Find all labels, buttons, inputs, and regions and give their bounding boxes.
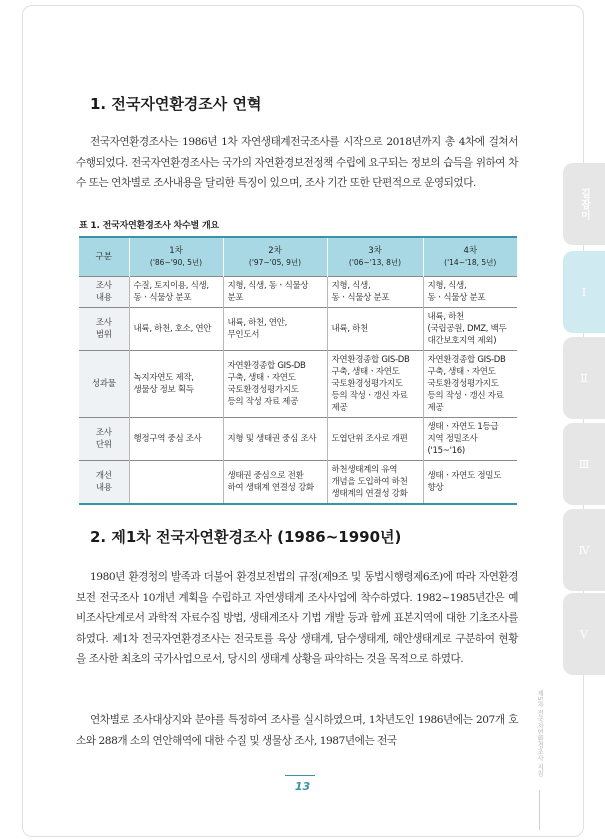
chapter-tab-label: Ⅲ xyxy=(578,457,590,471)
side-caption: 제5차 전국자연환경조사 지침 xyxy=(536,690,544,777)
chapter-tab-5[interactable] xyxy=(563,593,605,675)
table-caption: 표 1. 전국자연환경조사 차수별 개요 xyxy=(79,221,219,231)
chapter-tab-label: 길잡이 xyxy=(578,187,590,221)
chapter-tab-label: Ⅰ xyxy=(581,285,587,299)
row-label: 성과물 xyxy=(79,351,129,418)
table-cell: 지형 및 생태권 중심 조사 xyxy=(223,418,327,461)
table-cell: 자연환경종합 GIS-DB 구축, 생태ㆍ자연도 국토환경성평가지도 등의 작성 자료 제공 xyxy=(223,351,327,418)
chapter-tab-guide[interactable] xyxy=(563,163,605,245)
chapter-tab-3[interactable] xyxy=(563,423,605,505)
chapter-tab-2[interactable] xyxy=(563,337,605,419)
table-cell: 행정구역 중심 조사 xyxy=(129,418,223,461)
table-cell: 수질, 토지이용, 식생, 동ㆍ식물상 분포 xyxy=(129,277,223,308)
survey-overview-table xyxy=(79,236,517,505)
first-survey-paragraph-2: 연차별로 조사대상지와 분야를 특정하여 조사를 실시하였으며, 1차년도인 1986년에는 207개 호소와 288개 소의 연안해역에 대한 수질 및 생물상 조사, 1987년에는 전국 xyxy=(76,714,518,747)
table-cell: 자연환경종합 GIS-DB 구축, 생태ㆍ자연도 국토환경성평가지도 등의 작성ㆍ갱신 자료 제공 xyxy=(423,351,517,418)
row-label: 개선 내용 xyxy=(79,461,129,505)
header-col-4: 4차 ('14~'18, 5년) xyxy=(423,237,517,277)
table-cell: 생태권 중심으로 전환 하여 생태계 연결성 강화 xyxy=(223,461,327,505)
chapter-tab-label: Ⅱ xyxy=(580,371,588,385)
page-number: 13 xyxy=(294,780,311,793)
table-cell: 녹지자연도 제작, 생물상 정보 획득 xyxy=(129,351,223,418)
row-label: 조사 단위 xyxy=(79,418,129,461)
table-cell: 생태ㆍ자연도 1등급 지역 정밀조사('15~'16) xyxy=(423,418,517,461)
header-label: 구분 xyxy=(79,237,129,277)
table-row xyxy=(79,308,517,351)
table-row xyxy=(79,461,517,505)
row-label: 조사 내용 xyxy=(79,277,129,308)
table-cell: 도엽단위 조사로 개편 xyxy=(327,418,423,461)
chapter-tab-label: Ⅳ xyxy=(578,543,590,557)
table-cell: 지형, 식생, 동ㆍ식물상 분포 xyxy=(223,277,327,308)
header-col-2: 2차 ('97~'05, 9년) xyxy=(223,237,327,277)
table-row xyxy=(79,277,517,308)
chapter-tab-label: Ⅴ xyxy=(580,627,588,641)
table-row xyxy=(79,418,517,461)
section-title-first-survey: 2. 제1차 전국자연환경조사 (1986~1990년) xyxy=(90,528,402,546)
table-cell: 내륙, 하천 xyxy=(327,308,423,351)
row-label: 조사 범위 xyxy=(79,308,129,351)
table-cell: 자연환경종합 GIS-DB 구축, 생태ㆍ자연도 국토환경성평가지도 등의 작성ㆍ갱신 자료 제공 xyxy=(327,351,423,418)
table-cell: 내륙, 하천, 연안, 무인도서 xyxy=(223,308,327,351)
table-cell xyxy=(129,461,223,505)
table-cell: 지형, 식생, 동ㆍ식물상 분포 xyxy=(423,277,517,308)
header-col-3: 3차 ('06~'13, 8년) xyxy=(327,237,423,277)
chapter-tab-4[interactable] xyxy=(563,509,605,591)
page-number-rule xyxy=(285,775,315,776)
history-paragraph: 전국자연환경조사는 1986년 1차 자연생태계전국조사를 시작으로 2018년까지 총 4차에 걸쳐서 수행되었다. 전국자연환경조사는 국가의 자연환경보전정책 수립에 요구되는 정보의 습득을 위하여 차수 또는 연차별로 조사내용을 달리한 특징이 있으며, 조사 기간 또한 단편적으로 운영되었다. xyxy=(76,136,518,190)
header-col-1: 1차 ('86~'90, 5년) xyxy=(129,237,223,277)
first-survey-paragraph-1: 1980년 환경청의 발족과 더불어 환경보전법의 규정(제9조 및 동법시행령제6조)에 따라 자연환경보전 전국조사 10개년 계획을 수립하고 자연생태계 조사사업에 착수하였다. 1982~1985년간은 예비조사단계로서 과학적 자료수집 방법, 생태계조사 기법 개발 등과 함께 표본지역에 대한 기초조사를 하였다. 제1차 전국자연환경조사는 전국토를 육상 생태계, 담수생태계, 해안생태계로 구분하여 현황을 조사한 최초의 국가사업으로서, 당시의 생태계 상황을 파악하는 것을 목적으로 하였다. xyxy=(76,571,518,666)
chapter-tab-1[interactable] xyxy=(563,251,605,333)
table-row xyxy=(79,351,517,418)
table-cell: 하천생태계의 유역 개념을 도입하여 하천 생태계의 연결성 강화 xyxy=(327,461,423,505)
side-divider xyxy=(539,790,540,830)
table-cell: 내륙, 하천, 호소, 연안 xyxy=(129,308,223,351)
table-cell: 생태ㆍ자연도 정밀도 향상 xyxy=(423,461,517,505)
table-cell: 지형, 식생, 동ㆍ식물상 분포 xyxy=(327,277,423,308)
table-cell: 내륙, 하천 (국립공원, DMZ, 백두 대간보호지역 제외) xyxy=(423,308,517,351)
table-header-row xyxy=(79,237,517,277)
section-title-history: 1. 전국자연환경조사 연혁 xyxy=(90,95,262,113)
